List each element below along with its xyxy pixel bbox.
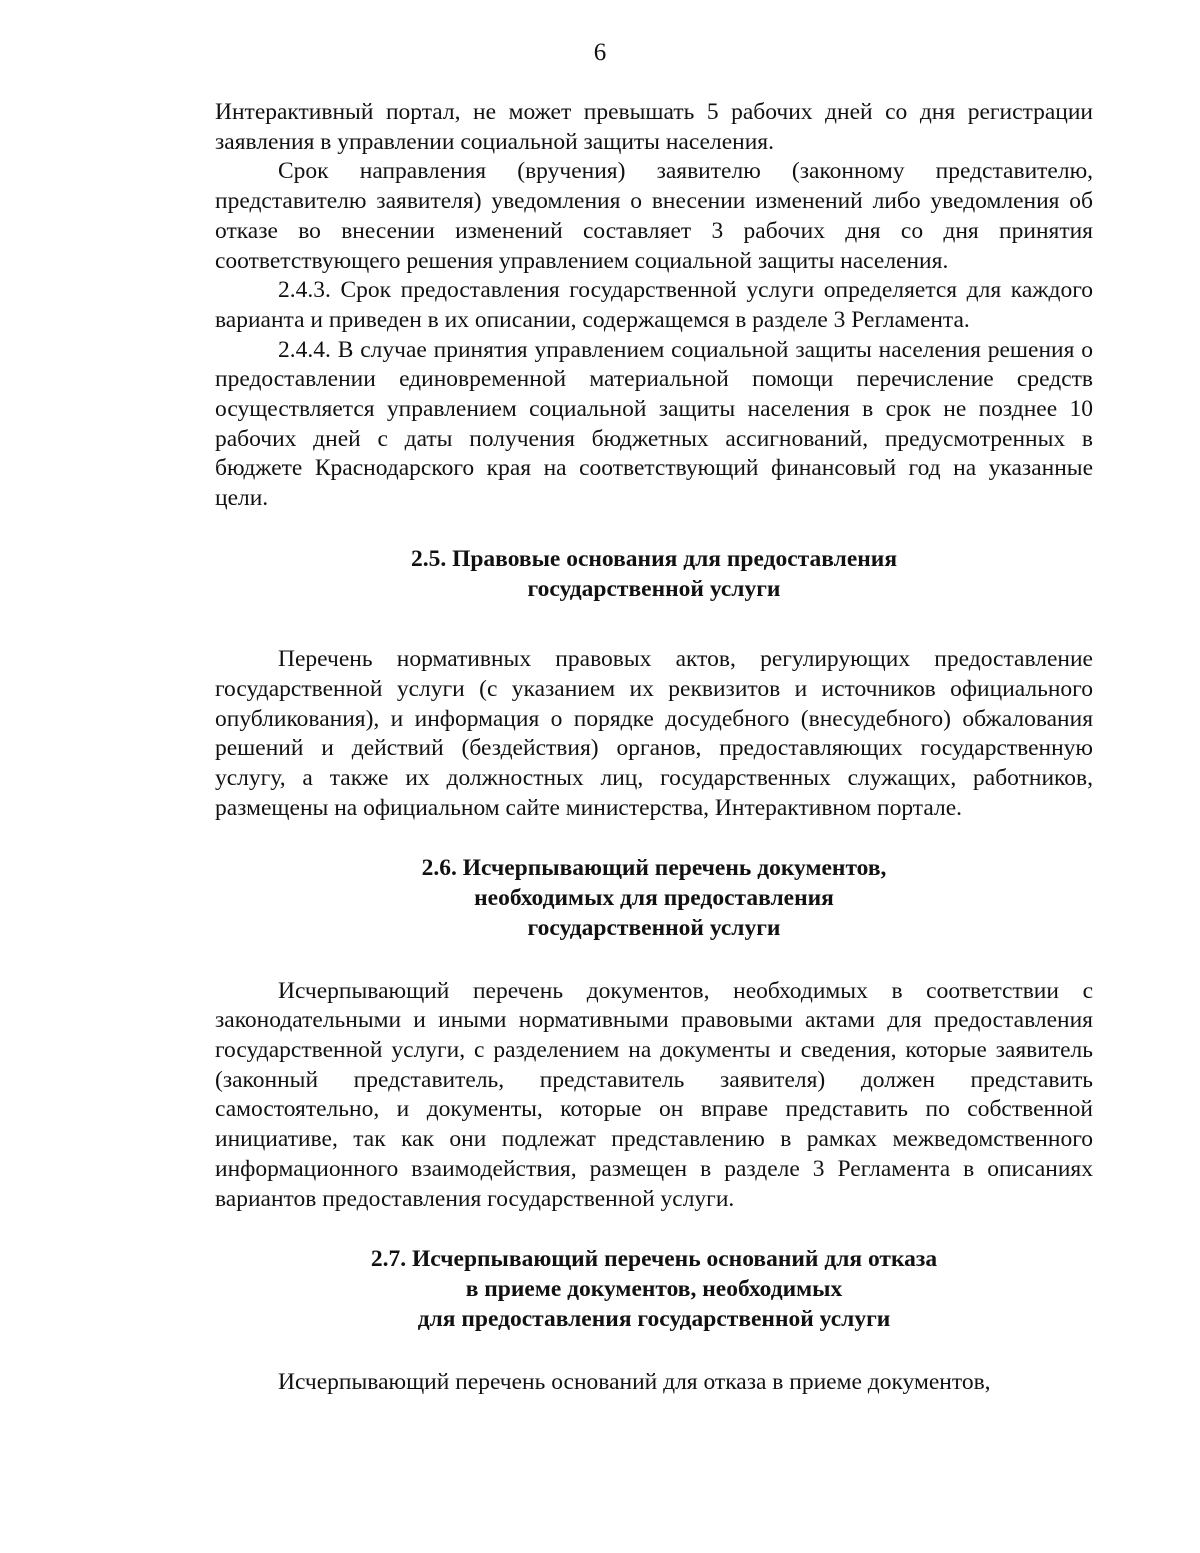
section-heading-2-5 xyxy=(215,545,1093,604)
heading-line: 2.5. Правовые основания для предоставления xyxy=(410,545,898,572)
heading-line: 2.6. Исчерпывающий перечень документов, xyxy=(421,855,887,882)
document-body xyxy=(215,98,1093,1398)
heading-line: государственной услуги xyxy=(527,575,781,602)
section-2-6-body: Исчерпывающий перечень документов, необходимых в соответствии с законодательными и иными нормативными правовыми актами для предоставления государственной услуги, с разделением на документы и сведения, которые заявитель (законный представитель, представитель заявителя) должен представить самостоятельно, и документы, которые он вправе представить по собственной инициативе, так как они подлежат представлению в рамках межведомственного информационного взаимодействия, размещен в разделе 3 Регламента в описаниях вариантов предоставления государственной услуги. xyxy=(215,977,1093,1212)
heading-line: в приеме документов, необходимых xyxy=(465,1275,843,1302)
paragraph-notification-term: Срок направления (вручения) заявителю (законному представителю, представителю заявителя) уведомления о внесении изменений либо уведомления об отказе во внесении изменений составляет 3 рабочих дня со дня принятия соответствующего решения управлением социальной защиты населения. xyxy=(215,158,1093,274)
paragraph-2-4-4: 2.4.4. В случае принятия управлением социальной защиты населения решения о предоставлении единовременной материальной помощи перечисление средств осуществляется управлением социальной защиты населения в срок не позднее 10 рабочих дней с даты получения бюджетных ассигнований, предусмотренных в бюджете Краснодарского края на соответствующий финансовый год на указанные цели. xyxy=(215,336,1093,512)
section-2-7-body: Исчерпывающий перечень оснований для отказа в приеме документов, xyxy=(278,1369,991,1396)
section-heading-2-7 xyxy=(215,1245,1093,1334)
section-heading-2-6 xyxy=(215,854,1093,943)
paragraph-2-4-3: 2.4.3. Срок предоставления государственной услуги определяется для каждого варианта и приведен в их описании, содержащемся в разделе 3 Регламента. xyxy=(215,277,1093,333)
heading-line: необходимых для предоставления xyxy=(474,885,834,912)
heading-line: государственной услуги xyxy=(527,914,781,941)
page-number: 6 xyxy=(593,39,607,66)
heading-line: 2.7. Исчерпывающий перечень оснований для отказа xyxy=(370,1246,938,1273)
heading-line: для предоставления государственной услуги xyxy=(417,1305,891,1332)
section-2-5-body: Перечень нормативных правовых актов, регулирующих предоставление государственной услуги (с указанием их реквизитов и источников официального опубликования), и информация о порядке досудебного (внесудебного) обжалования решений и действий (бездействия) органов, предоставляющих государственную услугу, а также их должностных лиц, государственных служащих, работников, размещены на официальном сайте министерства, Интерактивном портале. xyxy=(215,646,1093,821)
paragraph-continuation: Интерактивный портал, не может превышать 5 рабочих дней со дня регистрации заявления в управлении социальной защиты населения. xyxy=(215,99,1093,155)
